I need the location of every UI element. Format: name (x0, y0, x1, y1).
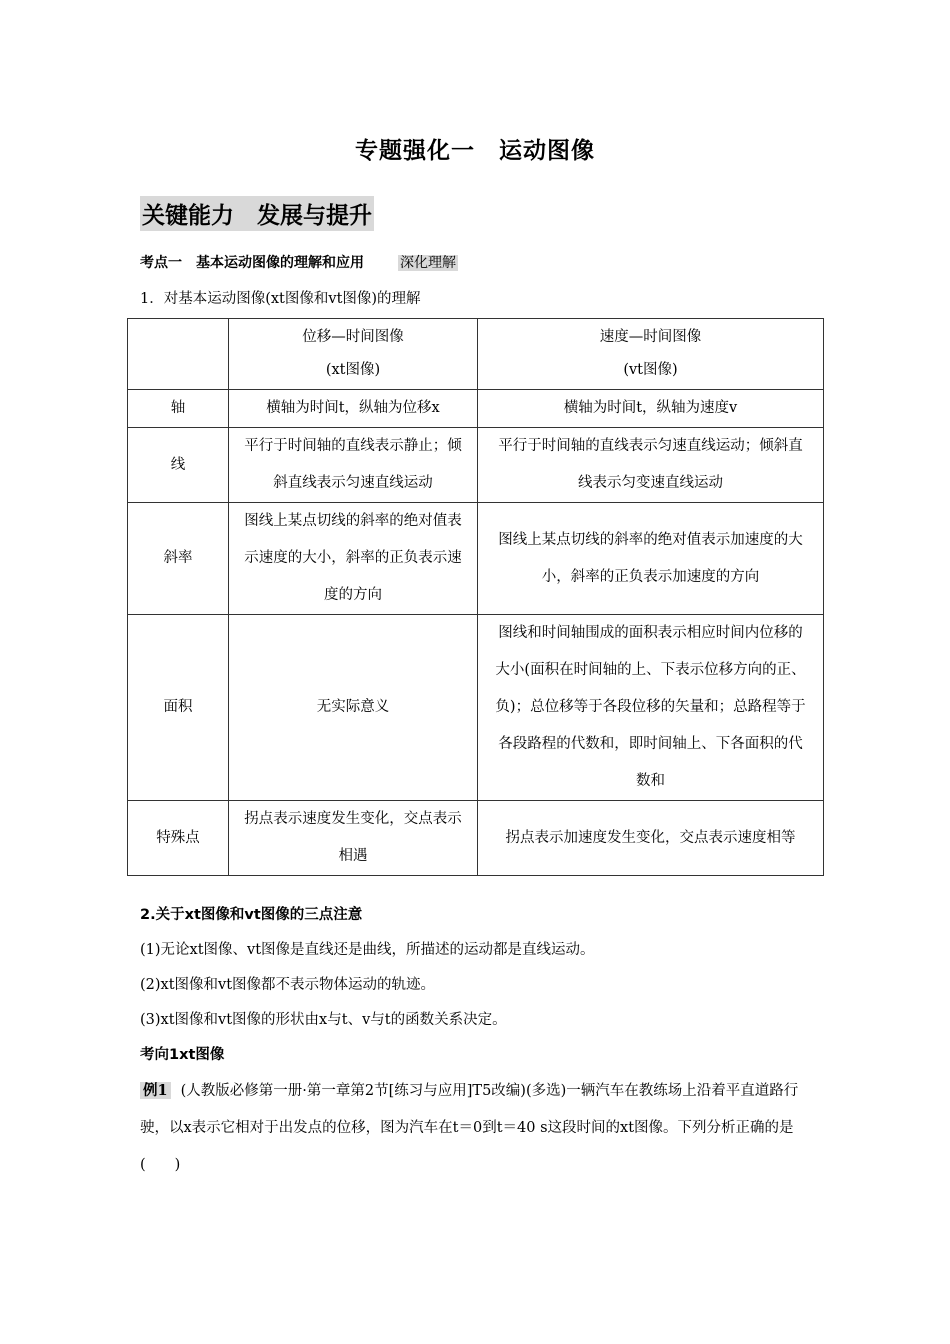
comparison-table (127, 318, 824, 876)
kaodian-tag: 深化理解 (400, 255, 456, 271)
row-vt-cell: 拐点表示加速度发生变化，交点表示速度相等 (478, 801, 824, 876)
section-heading: 关键能力 发展与提升 (140, 196, 374, 231)
row-vt-cell: 平行于时间轴的直线表示匀速直线运动；倾斜直线表示匀变速直线运动 (478, 428, 824, 503)
header-vt-subtitle: (vt图像) (623, 362, 678, 378)
example-label: 例1 (140, 1082, 171, 1099)
example-text: (人教版必修第一册·第一章第2节[练习与应用]T5改编)(多选)一辆汽车在教练场上沿着平直道路行驶，以x表示它相对于出发点的位移，图为汽车在t＝0到t＝40 s这段时间的xt图像。下列分析正确的是( ) (140, 1083, 799, 1173)
row-label: 轴 (128, 390, 229, 428)
row-label: 斜率 (128, 503, 229, 615)
table-row (128, 428, 824, 503)
row-xt-cell: 无实际意义 (229, 615, 478, 801)
table-header-row (128, 319, 824, 390)
note-item: (1)无论xt图像、vt图像是直线还是曲线，所描述的运动都是直线运动。 (140, 942, 595, 958)
point-2-heading: 2.关于xt图像和vt图像的三点注意 (140, 907, 363, 923)
row-vt-cell: 图线上某点切线的斜率的绝对值表示加速度的大小，斜率的正负表示加速度的方向 (478, 503, 824, 615)
point-1-heading: 1．对基本运动图像(xt图像和vt图像)的理解 (140, 291, 421, 307)
header-vt-title: 速度—时间图像 (599, 329, 702, 345)
row-label: 特殊点 (128, 801, 229, 876)
row-xt-cell: 横轴为时间t，纵轴为位移x (229, 390, 478, 428)
note-item: (3)xt图像和vt图像的形状由x与t、v与t的函数关系决定。 (140, 1012, 507, 1028)
table-row (128, 801, 824, 876)
kaoxiang-heading: 考向1xt图像 (140, 1047, 225, 1063)
header-xt-title: 位移—时间图像 (302, 329, 404, 345)
kaodian-label: 考点一 基本运动图像的理解和应用 (140, 255, 364, 271)
header-xt-subtitle: (xt图像) (325, 362, 381, 378)
row-xt-cell: 图线上某点切线的斜率的绝对值表示速度的大小，斜率的正负表示速度的方向 (229, 503, 478, 615)
header-xt-cell (229, 319, 478, 390)
row-vt-cell: 图线和时间轴围成的面积表示相应时间内位移的大小(面积在时间轴的上、下表示位移方向的正、负)；总位移等于各段位移的矢量和；总路程等于各段路程的代数和，即时间轴上、下各面积的代数和 (478, 615, 824, 801)
page-title: 专题强化一 运动图像 (355, 138, 595, 164)
table-row (128, 615, 824, 801)
example-paragraph (140, 1072, 810, 1184)
header-empty-cell (128, 319, 229, 390)
note-item: (2)xt图像和vt图像都不表示物体运动的轨迹。 (140, 977, 436, 993)
row-label: 面积 (128, 615, 229, 801)
row-vt-cell: 横轴为时间t，纵轴为速度v (478, 390, 824, 428)
row-xt-cell: 平行于时间轴的直线表示静止；倾斜直线表示匀速直线运动 (229, 428, 478, 503)
row-label: 线 (128, 428, 229, 503)
kaodian-heading (140, 252, 458, 272)
row-xt-cell: 拐点表示速度发生变化，交点表示相遇 (229, 801, 478, 876)
header-vt-cell (478, 319, 824, 390)
table-row (128, 390, 824, 428)
table-row (128, 503, 824, 615)
